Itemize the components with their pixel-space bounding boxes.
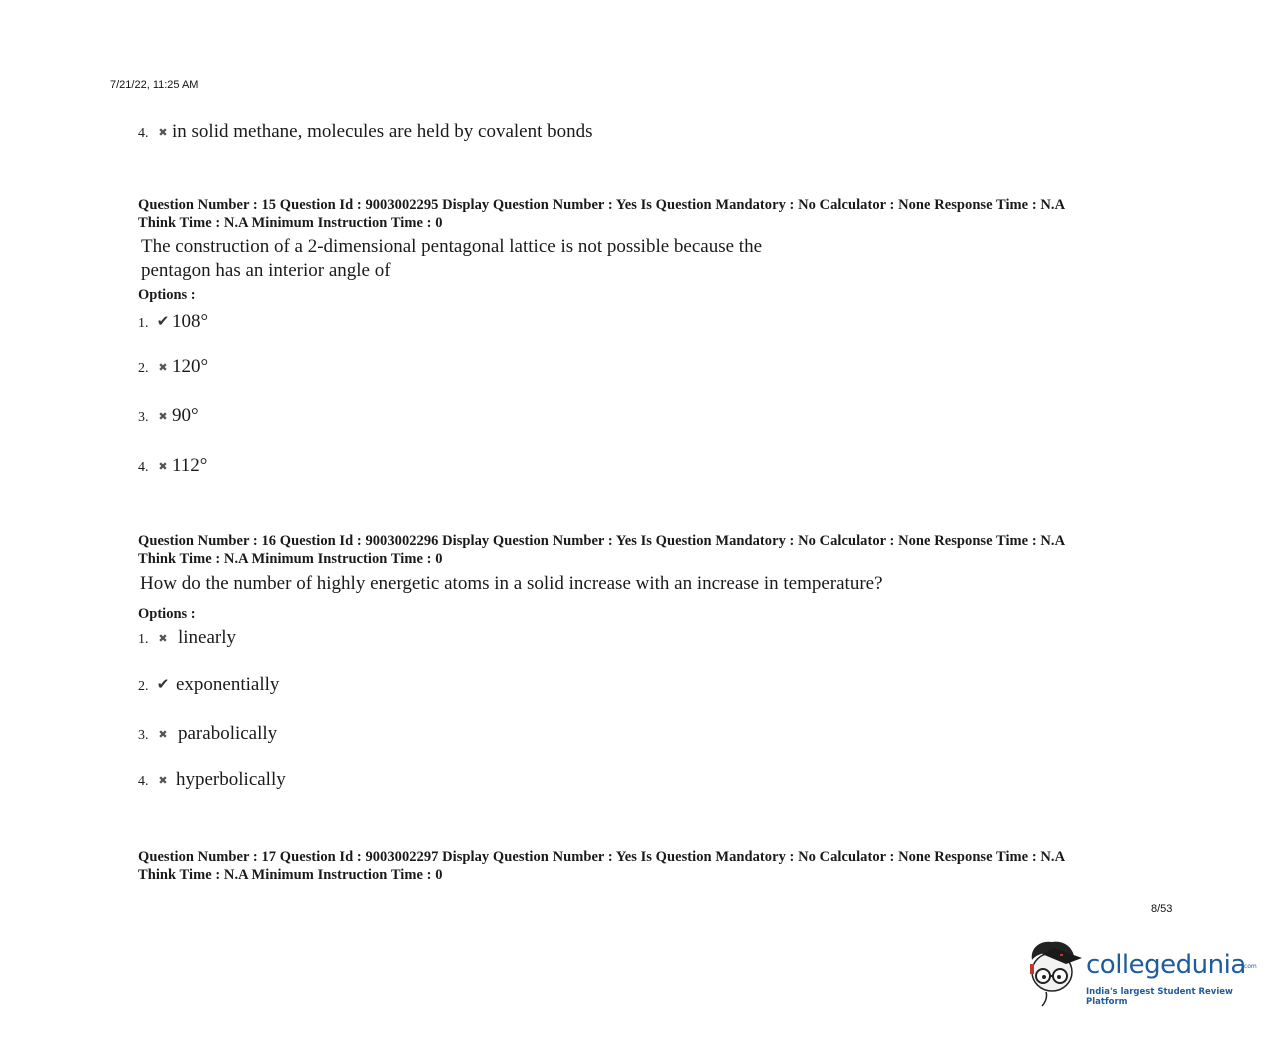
page-number: 8/53 <box>1151 903 1173 915</box>
option-row <box>138 769 286 791</box>
cross-icon: ✖ <box>158 127 168 139</box>
cross-icon: ✖ <box>158 633 168 645</box>
option-text: 108° <box>172 311 209 332</box>
option-text: linearly <box>178 627 237 648</box>
option-text: exponentially <box>176 674 280 695</box>
option-number: 4. <box>138 774 149 789</box>
option-row <box>138 356 208 378</box>
option-number: 2. <box>138 361 149 376</box>
question-meta-line: Think Time : N.A Minimum Instruction Time : 0 <box>138 551 443 567</box>
options-label: Options : <box>138 287 196 303</box>
option-text: 120° <box>172 356 209 377</box>
option-number: 4. <box>138 460 149 475</box>
option-number: 1. <box>138 316 149 331</box>
question-meta-line: Think Time : N.A Minimum Instruction Time : 0 <box>138 215 443 231</box>
brand-suffix: .com <box>1242 963 1257 970</box>
question-text-line: pentagon has an interior angle of <box>141 260 391 281</box>
cross-icon: ✖ <box>158 362 168 374</box>
option-number: 3. <box>138 728 149 743</box>
question-15-meta <box>138 196 1065 232</box>
cross-icon: ✖ <box>158 775 168 787</box>
question-meta-line: Think Time : N.A Minimum Instruction Time : 0 <box>138 867 443 883</box>
question-text-line: How do the number of highly energetic atoms in a solid increase with an increase in temperature? <box>140 573 883 594</box>
question-17-meta <box>138 848 1065 884</box>
brand-name: collegedunia <box>1086 950 1246 980</box>
cross-icon: ✖ <box>158 729 168 741</box>
option-number: 2. <box>138 679 149 694</box>
question-meta-line: Question Number : 15 Question Id : 9003002295 Display Question Number : Yes Is Question Mandatory : No Calculator : None Response Time : N.A <box>138 197 1066 213</box>
option-row <box>138 674 279 696</box>
option-text: 112° <box>172 455 208 476</box>
option-row <box>138 455 207 477</box>
option-number: 1. <box>138 632 149 647</box>
question-text-line: The construction of a 2-dimensional pentagonal lattice is not possible because the <box>141 236 763 257</box>
option-row <box>138 311 208 333</box>
question-meta-line: Question Number : 17 Question Id : 9003002297 Display Question Number : Yes Is Question Mandatory : No Calculator : None Response Time : N.A <box>138 849 1066 865</box>
option-text: parabolically <box>178 723 278 744</box>
check-icon: ✔ <box>156 314 170 330</box>
question-15-text <box>141 235 762 283</box>
question-meta-line: Question Number : 16 Question Id : 9003002296 Display Question Number : Yes Is Question Mandatory : No Calculator : None Response Time : N.A <box>138 533 1066 549</box>
cross-icon: ✖ <box>158 411 168 423</box>
brand-tagline: India's largest Student Review Platform <box>1086 987 1233 1007</box>
collegedunia-logo <box>1024 938 1257 1008</box>
print-timestamp: 7/21/22, 11:25 AM <box>110 79 199 91</box>
option-number: 3. <box>138 410 149 425</box>
question-16-meta <box>138 532 1065 568</box>
options-label: Options : <box>138 606 196 622</box>
cross-icon: ✖ <box>158 461 168 473</box>
option-row <box>138 121 593 143</box>
option-row <box>138 627 236 649</box>
question-16-text <box>140 572 883 596</box>
option-row <box>138 405 199 427</box>
option-text: in solid methane, molecules are held by covalent bonds <box>172 121 593 142</box>
check-icon: ✔ <box>156 677 170 693</box>
option-number: 4. <box>138 126 149 141</box>
option-row <box>138 723 277 745</box>
option-text: hyperbolically <box>176 769 286 790</box>
option-text: 90° <box>172 405 199 426</box>
mascot-icon <box>1024 938 1086 1008</box>
